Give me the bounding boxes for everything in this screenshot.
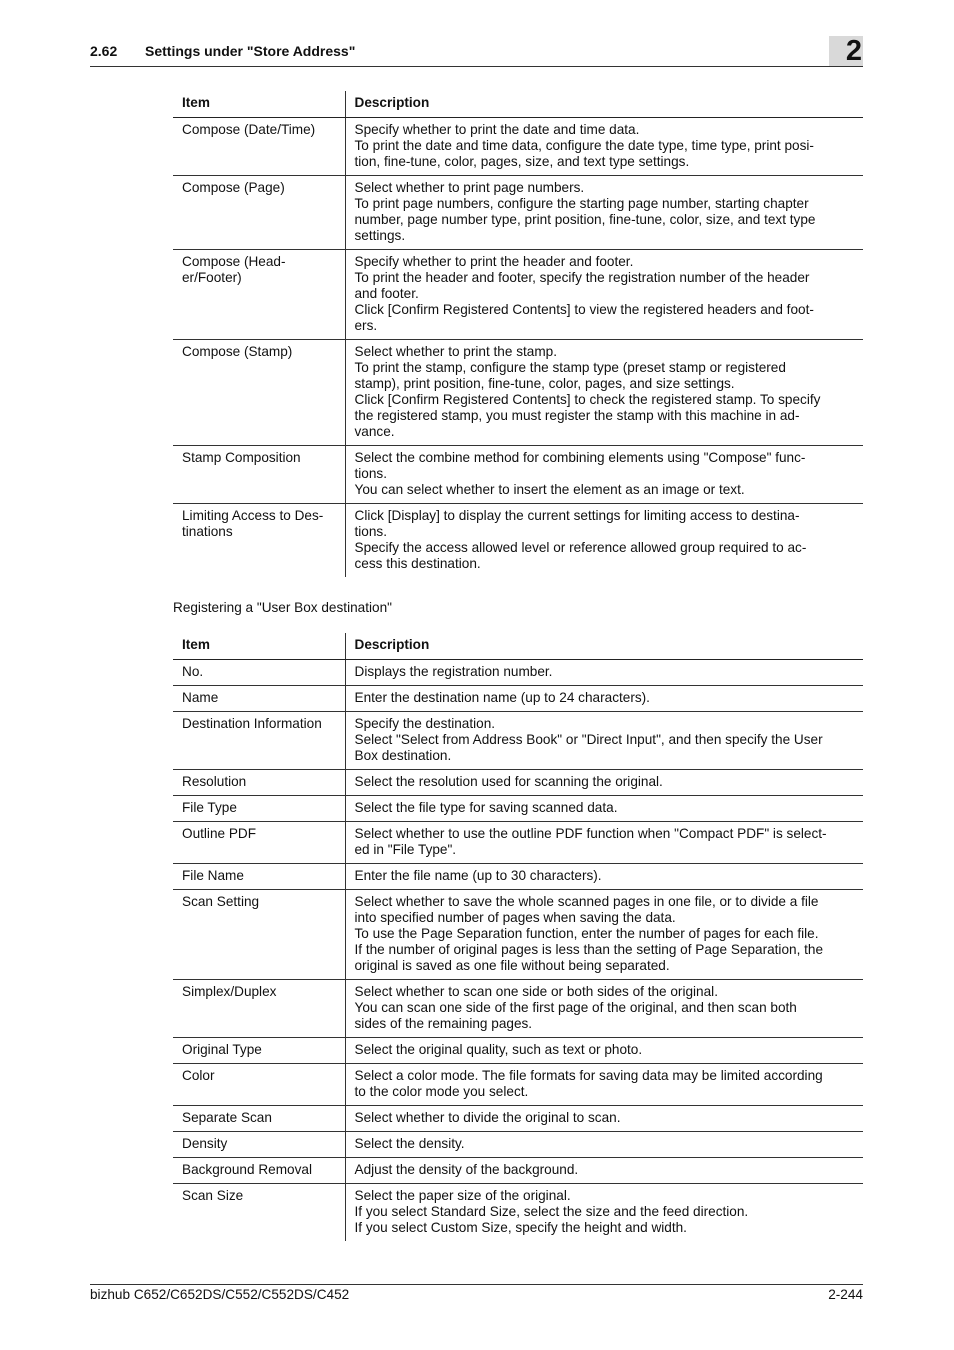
table-header-row: [173, 633, 863, 660]
description-cell: [345, 1064, 863, 1106]
description-cell: [345, 980, 863, 1038]
item-cell-line: Name: [182, 690, 219, 705]
description-cell-line: To print the header and footer, specify the registration number of the header: [354, 270, 810, 285]
description-cell: [345, 250, 863, 340]
model-name: bizhub C652/C652DS/C552/C552DS/C452: [90, 1287, 350, 1302]
description-cell-line: tions.: [354, 466, 387, 481]
description-cell-line: Select the original quality, such as text or photo.: [354, 1042, 643, 1057]
table-row: [173, 340, 863, 446]
description-cell-line: If you select Standard Size, select the size and the feed direction.: [354, 1204, 749, 1219]
table-row: [173, 660, 863, 686]
description-cell-line: original is saved as one file without being separated.: [354, 958, 670, 973]
description-cell-line: settings.: [354, 228, 406, 243]
description-cell-line: ers.: [354, 318, 378, 333]
item-cell: [173, 118, 345, 176]
table-row: [173, 822, 863, 864]
description-cell-line: Specify the destination.: [354, 716, 496, 731]
description-cell-line: Displays the registration number.: [354, 664, 553, 679]
item-cell-line: Compose (Page): [182, 180, 285, 195]
item-cell-line: Background Removal: [182, 1162, 312, 1177]
table-row: [173, 1106, 863, 1132]
description-cell: [345, 1184, 863, 1242]
description-cell-line: Select whether to divide the original to scan.: [354, 1110, 621, 1125]
description-cell: [345, 446, 863, 504]
description-cell-line: into specified number of pages when saving the data.: [354, 910, 676, 925]
description-cell-line: Click [Confirm Registered Contents] to view the registered headers and foot-: [354, 302, 814, 317]
description-cell-line: Select a color mode. The file formats for saving data may be limited according: [354, 1068, 823, 1083]
item-cell-line: Compose (Stamp): [182, 344, 293, 359]
chapter-number: 2: [845, 35, 862, 67]
description-cell-line: You can select whether to insert the element as an image or text.: [354, 482, 745, 497]
description-cell: [345, 686, 863, 712]
user-box-destination-table: [173, 633, 863, 1241]
description-cell-line: Enter the destination name (up to 24 characters).: [354, 690, 650, 705]
table-row: [173, 176, 863, 250]
description-cell-line: Select whether to print page numbers.: [354, 180, 585, 195]
description-cell-line: You can scan one side of the first page of the original, and then scan both: [354, 1000, 797, 1015]
table-row: [173, 686, 863, 712]
description-cell-line: If you select Custom Size, specify the height and width.: [354, 1220, 687, 1235]
item-cell: [173, 1158, 345, 1184]
item-cell-line: Color: [182, 1068, 215, 1083]
table-row: [173, 980, 863, 1038]
item-cell-line: Limiting Access to Des-: [182, 508, 324, 523]
item-cell: [173, 796, 345, 822]
item-cell: [173, 864, 345, 890]
column-header-item: Item: [173, 91, 345, 118]
table-caption: Registering a "User Box destination": [173, 600, 392, 615]
description-cell: [345, 340, 863, 446]
description-cell-line: Specify whether to print the header and footer.: [354, 254, 634, 269]
item-cell: [173, 712, 345, 770]
item-cell: [173, 770, 345, 796]
table-row: [173, 1158, 863, 1184]
table-row: [173, 1132, 863, 1158]
page-header: [90, 40, 863, 67]
description-cell-line: number, page number type, print position, fine-tune, color, size, and text type: [354, 212, 816, 227]
item-cell-line: Density: [182, 1136, 228, 1151]
item-cell-line: No.: [182, 664, 204, 679]
column-header-item: Item: [173, 633, 345, 660]
item-cell-line: Outline PDF: [182, 826, 257, 841]
description-cell-line: Select the combine method for combining elements using "Compose" func-: [354, 450, 806, 465]
table-row: [173, 118, 863, 176]
item-cell-line: Compose (Date/Time): [182, 122, 316, 137]
description-cell-line: To print page numbers, configure the starting page number, starting chapter: [354, 196, 809, 211]
description-cell: [345, 822, 863, 864]
item-cell: [173, 504, 345, 578]
description-cell: [345, 796, 863, 822]
table-row: [173, 770, 863, 796]
item-cell: [173, 446, 345, 504]
description-cell-line: Specify whether to print the date and time data.: [354, 122, 640, 137]
table-row: [173, 796, 863, 822]
table-row: [173, 1184, 863, 1242]
description-cell-line: Select the density.: [354, 1136, 465, 1151]
description-cell-line: Select whether to save the whole scanned pages in one file, or to divide a file: [354, 894, 819, 909]
item-cell-line: Separate Scan: [182, 1110, 272, 1125]
description-cell-line: tion, fine-tune, color, pages, size, and text type settings.: [354, 154, 690, 169]
item-cell: [173, 890, 345, 980]
description-cell-line: Adjust the density of the background.: [354, 1162, 579, 1177]
description-cell-line: Click [Display] to display the current settings for limiting access to destina-: [354, 508, 800, 523]
item-cell: [173, 250, 345, 340]
description-cell: [345, 660, 863, 686]
page-number: 2-244: [828, 1287, 863, 1302]
description-cell-line: Select whether to print the stamp.: [354, 344, 557, 359]
description-cell: [345, 504, 863, 578]
description-cell-line: and footer.: [354, 286, 419, 301]
section-title: Settings under "Store Address": [145, 43, 356, 59]
description-cell-line: stamp), print position, fine-tune, color, pages, and size settings.: [354, 376, 735, 391]
table-row: [173, 712, 863, 770]
description-cell: [345, 890, 863, 980]
section-number: 2.62: [90, 43, 118, 59]
description-cell-line: Select the file type for saving scanned data.: [354, 800, 618, 815]
item-cell-line: Compose (Head-: [182, 254, 286, 269]
item-cell: [173, 176, 345, 250]
description-cell-line: the registered stamp, you must register the stamp with this machine in ad-: [354, 408, 800, 423]
page-footer: [90, 1284, 863, 1302]
description-cell-line: Enter the file name (up to 30 characters).: [354, 868, 602, 883]
description-cell-line: vance.: [354, 424, 395, 439]
item-cell-line: er/Footer): [182, 270, 242, 285]
table-header-row: [173, 91, 863, 118]
item-cell-line: Stamp Composition: [182, 450, 301, 465]
description-cell-line: Select the resolution used for scanning the original.: [354, 774, 663, 789]
table-row: [173, 1064, 863, 1106]
table-row: [173, 890, 863, 980]
item-cell: [173, 686, 345, 712]
description-cell: [345, 712, 863, 770]
description-cell-line: Box destination.: [354, 748, 452, 763]
description-cell-line: Select whether to use the outline PDF function when "Compact PDF" is select-: [354, 826, 827, 841]
item-cell: [173, 980, 345, 1038]
description-cell-line: Select "Select from Address Book" or "Direct Input", and then specify the User: [354, 732, 823, 747]
description-cell: [345, 118, 863, 176]
table-row: [173, 1038, 863, 1064]
column-header-description: Description: [345, 91, 863, 118]
table-row: [173, 504, 863, 578]
item-cell: [173, 340, 345, 446]
description-cell-line: To use the Page Separation function, enter the number of pages for each file.: [354, 926, 819, 941]
item-cell: [173, 1038, 345, 1064]
description-cell-line: tions.: [354, 524, 387, 539]
table-row: [173, 446, 863, 504]
description-cell: [345, 1158, 863, 1184]
description-cell-line: Select whether to scan one side or both sides of the original.: [354, 984, 718, 999]
item-cell: [173, 1184, 345, 1242]
description-cell-line: ed in "File Type".: [354, 842, 457, 857]
table-row: [173, 864, 863, 890]
item-cell-line: File Type: [182, 800, 237, 815]
chapter-marker: [829, 36, 863, 66]
item-cell-line: Original Type: [182, 1042, 262, 1057]
item-cell-line: Resolution: [182, 774, 247, 789]
item-cell-line: Scan Size: [182, 1188, 244, 1203]
item-cell: [173, 822, 345, 864]
description-cell-line: sides of the remaining pages.: [354, 1016, 533, 1031]
description-cell: [345, 1132, 863, 1158]
description-cell-line: To print the date and time data, configure the date type, time type, print posi-: [354, 138, 814, 153]
table-row: [173, 250, 863, 340]
item-cell: [173, 1106, 345, 1132]
item-cell-line: Destination Information: [182, 716, 322, 731]
item-cell-line: File Name: [182, 868, 244, 883]
description-cell-line: Click [Confirm Registered Contents] to check the registered stamp. To specify: [354, 392, 821, 407]
item-cell-line: tinations: [182, 524, 233, 539]
description-cell: [345, 1038, 863, 1064]
description-cell-line: If the number of original pages is less than the setting of Page Separation, the: [354, 942, 824, 957]
description-cell: [345, 864, 863, 890]
compose-settings-table: [173, 91, 863, 577]
item-cell-line: Scan Setting: [182, 894, 260, 909]
column-header-description: Description: [345, 633, 863, 660]
description-cell-line: Specify the access allowed level or reference allowed group required to ac-: [354, 540, 807, 555]
description-cell: [345, 176, 863, 250]
item-cell: [173, 660, 345, 686]
description-cell: [345, 770, 863, 796]
item-cell: [173, 1132, 345, 1158]
item-cell-line: Simplex/Duplex: [182, 984, 277, 999]
description-cell-line: Select the paper size of the original.: [354, 1188, 571, 1203]
description-cell-line: to the color mode you select.: [354, 1084, 529, 1099]
description-cell-line: cess this destination.: [354, 556, 481, 571]
item-cell: [173, 1064, 345, 1106]
description-cell: [345, 1106, 863, 1132]
description-cell-line: To print the stamp, configure the stamp type (preset stamp or registered: [354, 360, 786, 375]
